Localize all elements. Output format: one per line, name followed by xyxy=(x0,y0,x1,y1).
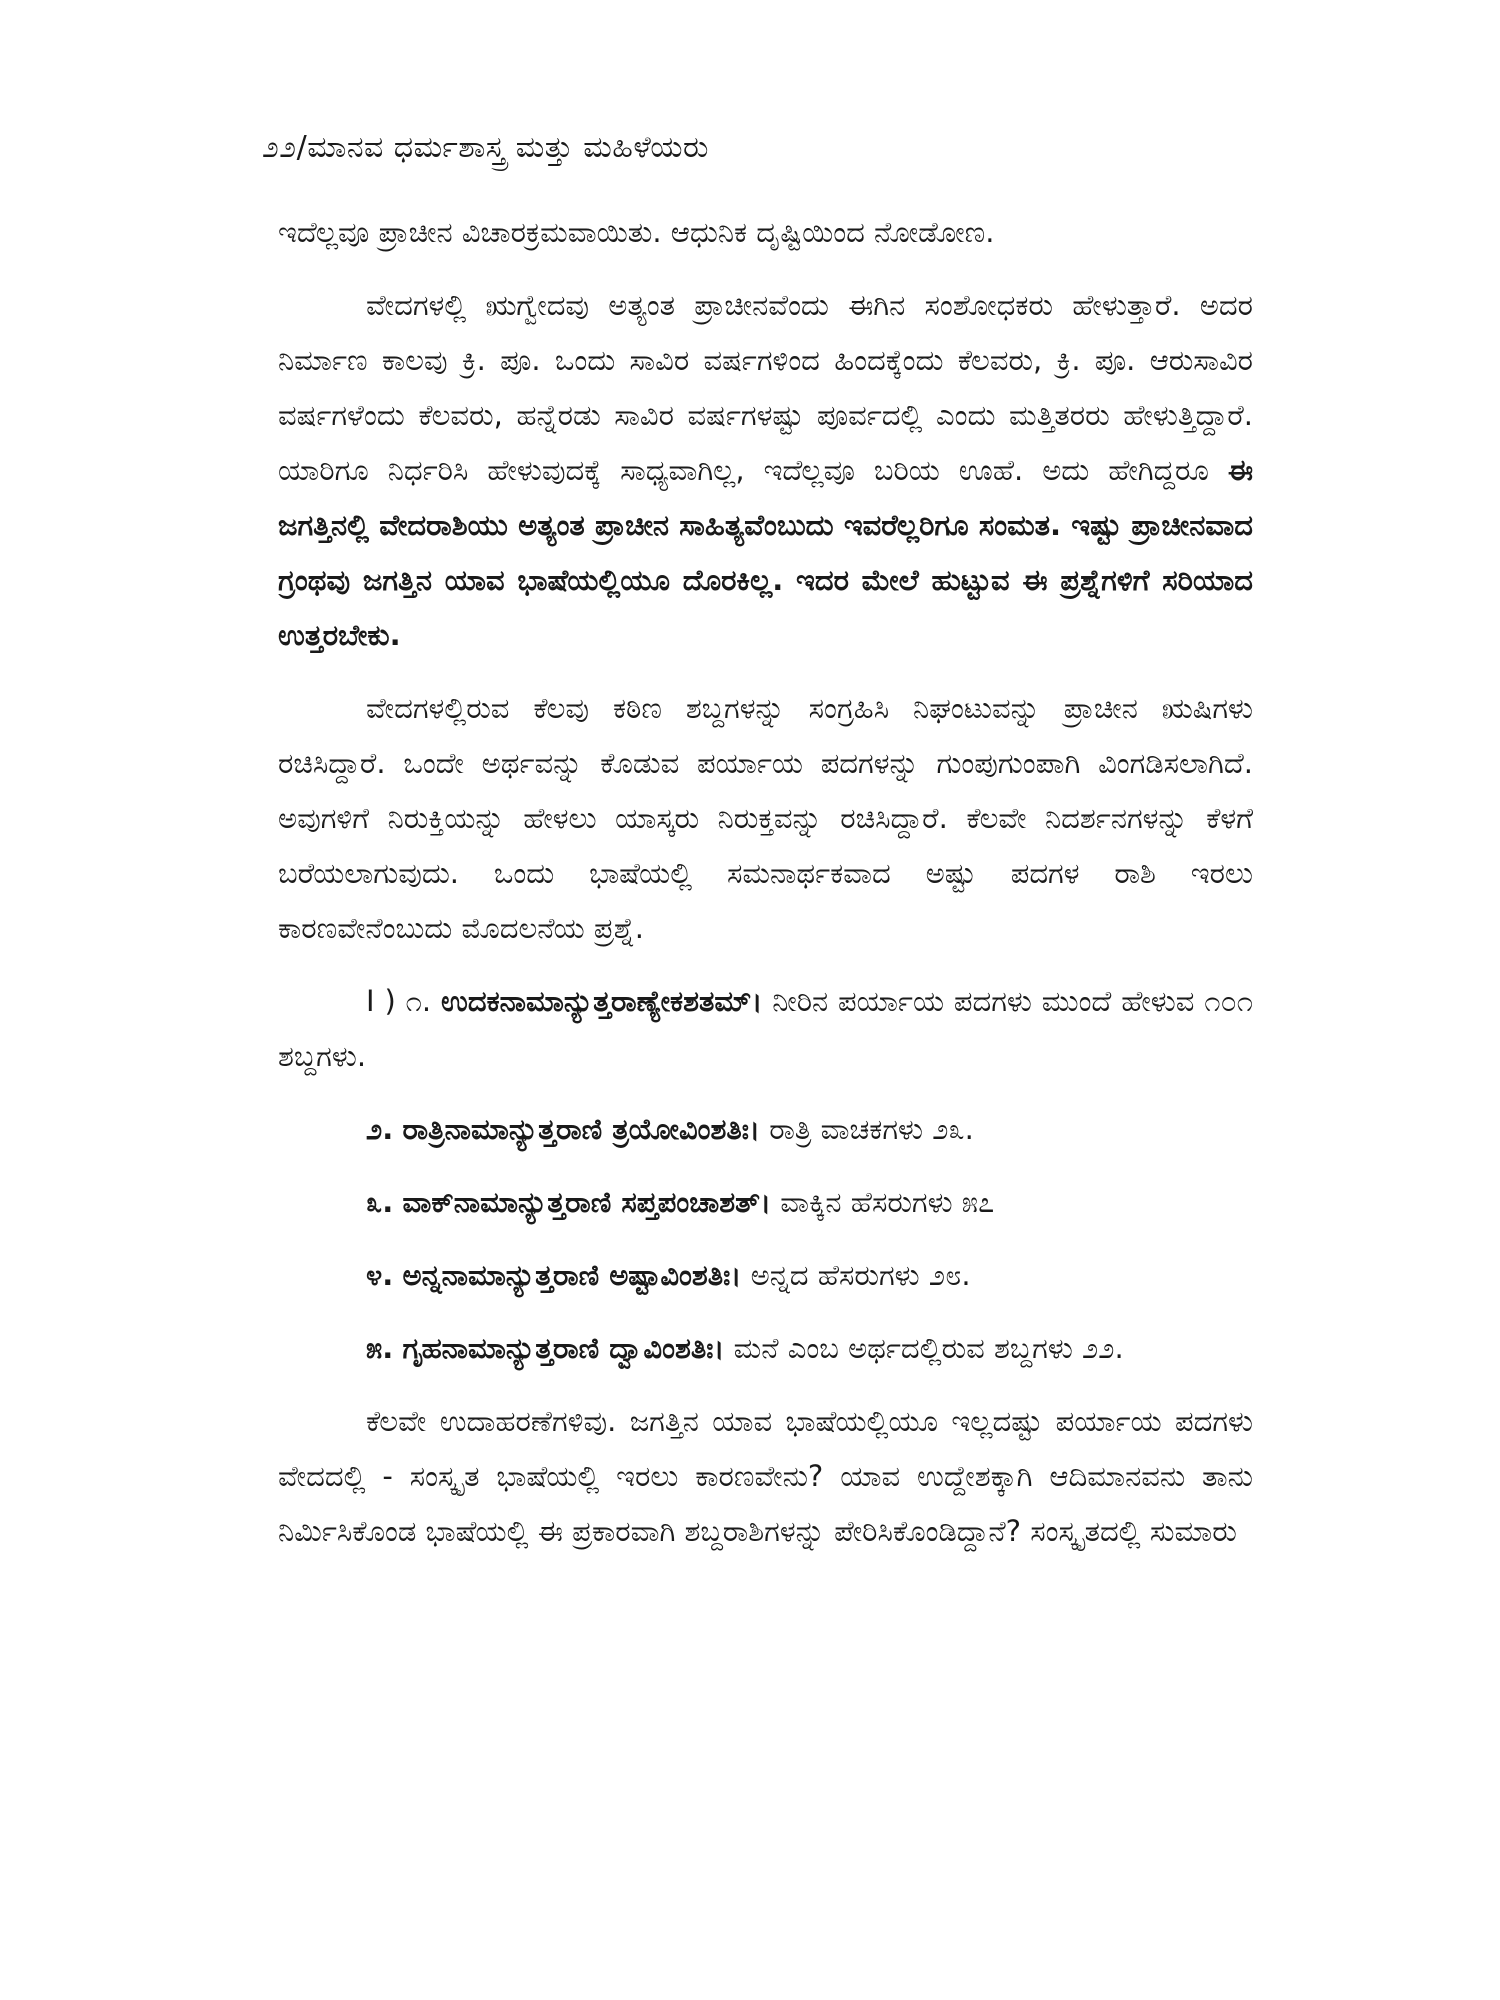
page-body xyxy=(278,205,1253,1577)
list-item-3 xyxy=(278,1175,1253,1230)
list-item-sanskrit: ರಾತ್ರಿನಾಮಾನ್ಯುತ್ತರಾಣಿ ತ್ರಯೋವಿಂಶತಿಃ। xyxy=(402,1112,761,1146)
list-item-4 xyxy=(278,1248,1253,1303)
list-item-gloss: ವಾಕ್ಕಿನ ಹೆಸರುಗಳು ೫೭ xyxy=(780,1185,995,1219)
list-marker: ೨. xyxy=(366,1112,394,1146)
list-marker: ೪. xyxy=(366,1258,394,1292)
list-marker: ೫. xyxy=(366,1331,394,1365)
list-item-sanskrit: ವಾಕ್‌ನಾಮಾನ್ಯುತ್ತರಾಣಿ ಸಪ್ತಪಂಚಾಶತ್। xyxy=(402,1185,771,1219)
paragraph-closing: ಕೆಲವೇ ಉದಾಹರಣೆಗಳಿವು. ಜಗತ್ತಿನ ಯಾವ ಭಾಷೆಯಲ್ಲಿಯೂ ಇಲ್ಲದಷ್ಟು ಪರ್ಯಾಯ ಪದಗಳು ವೇದದಲ್ಲಿ - ಸಂಸ್ಕೃತ ಭಾಷೆಯಲ್ಲಿ ಇರಲು ಕಾರಣವೇನು? ಯಾವ ಉದ್ದೇಶಕ್ಕಾಗಿ ಆದಿಮಾನವನು ತಾನು ನಿರ್ಮಿಸಿಕೊಂಡ ಭಾಷೆಯಲ್ಲಿ ಈ ಪ್ರಕಾರವಾಗಿ ಶಬ್ದರಾಶಿಗಳನ್ನು ಪೇರಿಸಿಕೊಂಡಿದ್ದಾನೆ? ಸಂಸ್ಕೃತದಲ್ಲಿ ಸುಮಾರು xyxy=(278,1404,1253,1548)
list-item-sanskrit: ಅನ್ನನಾಮಾನ್ಯುತ್ತರಾಣಿ ಅಷ್ಟಾವಿಂಶತಿಃ। xyxy=(402,1258,742,1292)
paragraph-1: ಇದೆಲ್ಲವೂ ಪ್ರಾಚೀನ ವಿಚಾರಕ್ರಮವಾಯಿತು. ಆಧುನಿಕ ದೃಷ್ಟಿಯಿಂದ ನೋಡೋಣ. xyxy=(278,215,995,249)
list-item-sanskrit: ಗೃಹನಾಮಾನ್ಯುತ್ತರಾಣಿ ದ್ವಾವಿಂಶತಿಃ। xyxy=(402,1331,725,1365)
list-item-gloss: ರಾತ್ರಿ ವಾಚಕಗಳು ೨೩. xyxy=(769,1112,974,1146)
list-item-5 xyxy=(278,1321,1253,1376)
paragraph-2 xyxy=(278,278,1253,663)
list-item-1 xyxy=(278,974,1253,1084)
running-header: ೨೨/ಮಾನವ ಧರ್ಮಶಾಸ್ತ್ರ ಮತ್ತು ಮಹಿಳೆಯರು xyxy=(262,130,709,165)
list-marker: I ) ೧. xyxy=(366,984,432,1018)
paragraph-2-plain: ವೇದಗಳಲ್ಲಿ ಋಗ್ವೇದವು ಅತ್ಯಂತ ಪ್ರಾಚೀನವೆಂದು ಈಗಿನ ಸಂಶೋಧಕರು ಹೇಳುತ್ತಾರೆ. ಅದರ ನಿರ್ಮಾಣ ಕಾಲವು ಕ್ರಿ. ಪೂ. ಒಂದು ಸಾವಿರ ವರ್ಷಗಳಿಂದ ಹಿಂದಕ್ಕೆಂದು ಕೆಲವರು, ಕ್ರಿ. ಪೂ. ಆರುಸಾವಿರ ವರ್ಷಗಳೆಂದು ಕೆಲವರು, ಹನ್ನೆರಡು ಸಾವಿರ ವರ್ಷಗಳಷ್ಟು ಪೂರ್ವದಲ್ಲಿ ಎಂದು ಮತ್ತಿತರರು ಹೇಳುತ್ತಿದ್ದಾರೆ. ಯಾರಿಗೂ ನಿರ್ಧರಿಸಿ ಹೇಳುವುದಕ್ಕೆ ಸಾಧ್ಯವಾಗಿಲ್ಲ, ಇದೆಲ್ಲವೂ ಬರಿಯ ಊಹೆ. ಅದು ಹೇಗಿದ್ದರೂ xyxy=(278,288,1253,487)
list-item-gloss: ನೀರಿನ ಪರ್ಯಾಯ ಪದಗಳು ಮುಂದೆ ಹೇಳುವ ೧೦೧ ಶಬ್ದಗಳು. xyxy=(278,984,1254,1073)
list-marker: ೩. xyxy=(366,1185,394,1219)
list-item-gloss: ಮನೆ ಎಂಬ ಅರ್ಥದಲ್ಲಿರುವ ಶಬ್ದಗಳು ೨೨. xyxy=(733,1331,1124,1365)
list-item-sanskrit: ಉದಕನಾಮಾನ್ಯುತ್ತರಾಣ್ಯೇಕಶತಮ್। xyxy=(441,984,763,1018)
paragraph-2-bold: ಈ ಜಗತ್ತಿನಲ್ಲಿ ವೇದರಾಶಿಯು ಅತ್ಯಂತ ಪ್ರಾಚೀನ ಸಾಹಿತ್ಯವೆಂಬುದು ಇವರೆಲ್ಲರಿಗೂ ಸಂಮತ. ಇಷ್ಟು ಪ್ರಾಚೀನವಾದ ಗ್ರಂಥವು ಜಗತ್ತಿನ ಯಾವ ಭಾಷೆಯಲ್ಲಿಯೂ ದೊರಕಿಲ್ಲ. ಇದರ ಮೇಲೆ ಹುಟ್ಟುವ ಈ ಪ್ರಶ್ನೆಗಳಿಗೆ ಸರಿಯಾದ ಉತ್ತರಬೇಕು. xyxy=(278,453,1254,652)
paragraph-3: ವೇದಗಳಲ್ಲಿರುವ ಕೆಲವು ಕಠಿಣ ಶಬ್ದಗಳನ್ನು ಸಂಗ್ರಹಿಸಿ ನಿಘಂಟುವನ್ನು ಪ್ರಾಚೀನ ಋಷಿಗಳು ರಚಿಸಿದ್ದಾರೆ. ಒಂದೇ ಅರ್ಥವನ್ನು ಕೊಡುವ ಪರ್ಯಾಯ ಪದಗಳನ್ನು ಗುಂಪುಗುಂಪಾಗಿ ವಿಂಗಡಿಸಲಾಗಿದೆ. ಅವುಗಳಿಗೆ ನಿರುಕ್ತಿಯನ್ನು ಹೇಳಲು ಯಾಸ್ಕರು ನಿರುಕ್ತವನ್ನು ರಚಿಸಿದ್ದಾರೆ. ಕೆಲವೇ ನಿದರ್ಶನಗಳನ್ನು ಕೆಳಗೆ ಬರೆಯಲಾಗುವುದು. ಒಂದು ಭಾಷೆಯಲ್ಲಿ ಸಮನಾರ್ಥಕವಾದ ಅಷ್ಟು ಪದಗಳ ರಾಶಿ ಇರಲು ಕಾರಣವೇನೆಂಬುದು ಮೊದಲನೆಯ ಪ್ರಶ್ನೆ. xyxy=(278,691,1253,945)
list-item-gloss: ಅನ್ನದ ಹೆಸರುಗಳು ೨೮. xyxy=(750,1258,971,1292)
list-item-2 xyxy=(278,1102,1253,1157)
